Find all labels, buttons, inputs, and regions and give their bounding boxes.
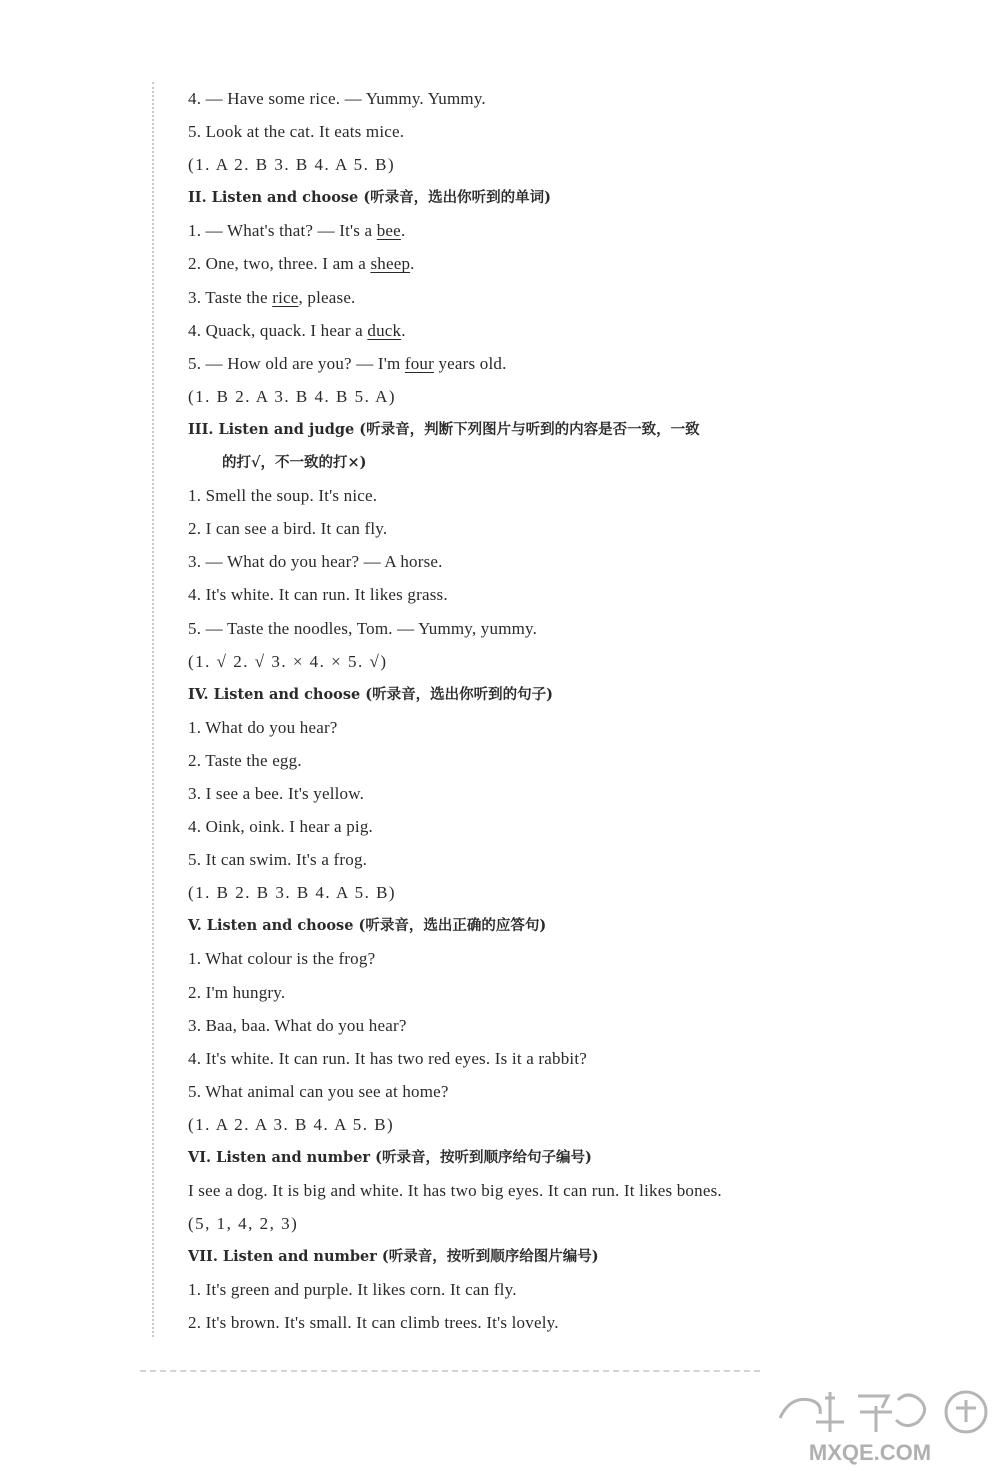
text-segment: 4. Oink, oink. I hear a pig. [188,817,374,837]
text-line [188,744,808,777]
answer-line [188,1108,808,1141]
text-line [188,976,808,1009]
answer-key-page [188,82,808,1340]
text-segment: 1. Smell the soup. It's nice. [188,486,378,506]
text-segment: 5. Look at the cat. It eats mice. [188,122,405,142]
underlined-word: duck [367,320,402,340]
text-line [188,347,808,380]
text-line [188,545,808,578]
text-line [188,810,808,843]
text-segment: (1. √ 2. √ 3. × 4. × 5. √) [188,651,388,671]
text-segment: years old. [434,353,507,373]
text-line [188,512,808,545]
watermark-logo [770,1378,995,1468]
text-segment: VI. Listen and number (听录音，按听到顺序给句子编号) [188,1149,592,1166]
answer-line [188,380,808,413]
text-segment: 2. Taste the egg. [188,750,302,770]
section-heading-continued [188,446,808,479]
text-segment: VII. Listen and number (听录音，按听到顺序给图片编号) [188,1248,599,1266]
text-line [188,214,808,247]
text-segment: . [400,221,406,241]
text-line [188,711,808,744]
text-segment: (5, 1, 4, 2, 3) [188,1214,299,1234]
text-line [188,1273,808,1306]
text-line [188,942,808,975]
watermark-site: MXQE.COM [808,1440,932,1465]
text-segment: 1. What colour is the frog? [188,949,376,969]
footer-rule [140,1370,760,1372]
text-line [188,314,808,347]
text-line [188,1042,808,1075]
text-segment: 4. It's white. It can run. It likes grass. [188,585,448,605]
text-segment: . [401,320,406,340]
text-segment: II. Listen and choose (听录音，选出你听到的单词) [188,189,552,207]
text-line [188,1009,808,1042]
text-segment: . [410,254,415,274]
text-line [188,1306,808,1339]
text-segment: V. Listen and choose (听录音，选出正确的应答句) [188,917,547,935]
text-line [188,578,808,611]
text-segment: (1. A 2. A 3. B 4. A 5. B) [188,1114,395,1134]
text-segment: 2. One, two, three. I am a [188,254,371,274]
text-segment: 2. I can see a bird. It can fly. [188,519,388,539]
answer-line [188,1207,808,1240]
text-segment: (1. A 2. B 3. B 4. A 5. B) [188,155,396,175]
text-segment: 3. — What do you hear? — A horse. [188,552,443,572]
text-line [188,115,808,148]
text-line [188,479,808,512]
text-segment: (1. B 2. B 3. B 4. A 5. B) [188,883,397,903]
text-segment: , please. [298,287,356,307]
answer-line [188,645,808,678]
text-line [188,1174,808,1207]
text-segment: 4. — Have some rice. — Yummy. Yummy. [188,89,486,108]
text-line [188,777,808,810]
text-segment: 5. — How old are you? — I'm [188,353,405,373]
text-line [188,612,808,645]
text-segment: 的打√，不一致的打×) [222,454,367,472]
text-segment: 5. What animal can you see at home? [188,1081,449,1101]
text-segment: 4. It's white. It can run. It has two red eyes. Is it a rabbit? [188,1048,587,1068]
text-segment: 5. It can swim. It's a frog. [188,850,368,870]
text-segment: (1. B 2. A 3. B 4. B 5. A) [188,386,397,406]
section-heading [188,909,808,942]
text-segment: 2. It's brown. It's small. It can climb trees. It's lovely. [188,1313,559,1333]
section-heading [188,413,808,446]
text-segment: III. Listen and judge (听录音，判断下列图片与听到的内容是否一致，一致 [188,420,700,438]
text-segment: 3. Baa, baa. What do you hear? [188,1015,407,1035]
text-line [188,843,808,876]
underlined-word: sheep [370,254,411,274]
text-segment: 3. Taste the [188,287,273,307]
section-heading [188,678,808,711]
text-segment: 1. It's green and purple. It likes corn. It can fly. [188,1280,517,1300]
text-line [188,1075,808,1108]
answer-line [188,148,808,181]
text-segment: 4. Quack, quack. I hear a [188,320,368,340]
text-segment: I see a dog. It is big and white. It has two big eyes. It can run. It likes bones. [188,1181,722,1201]
underlined-word: bee [376,221,401,241]
underlined-word: four [404,353,434,373]
section-heading [188,1240,808,1273]
text-segment: IV. Listen and choose (听录音，选出你听到的句子) [188,685,553,703]
text-line [188,247,808,280]
section-heading [188,181,808,214]
text-segment: 1. — What's that? — It's a [188,221,377,241]
text-segment: 2. I'm hungry. [188,982,286,1002]
text-segment: 1. What do you hear? [188,717,338,737]
text-line [188,281,808,314]
text-line [188,82,808,115]
section-heading [188,1141,808,1174]
answer-line [188,876,808,909]
text-segment: 3. I see a bee. It's yellow. [188,783,365,803]
text-segment: 5. — Taste the noodles, Tom. — Yummy, yummy. [188,618,538,638]
margin-dotted-line [152,82,154,1337]
underlined-word: rice [272,287,299,307]
